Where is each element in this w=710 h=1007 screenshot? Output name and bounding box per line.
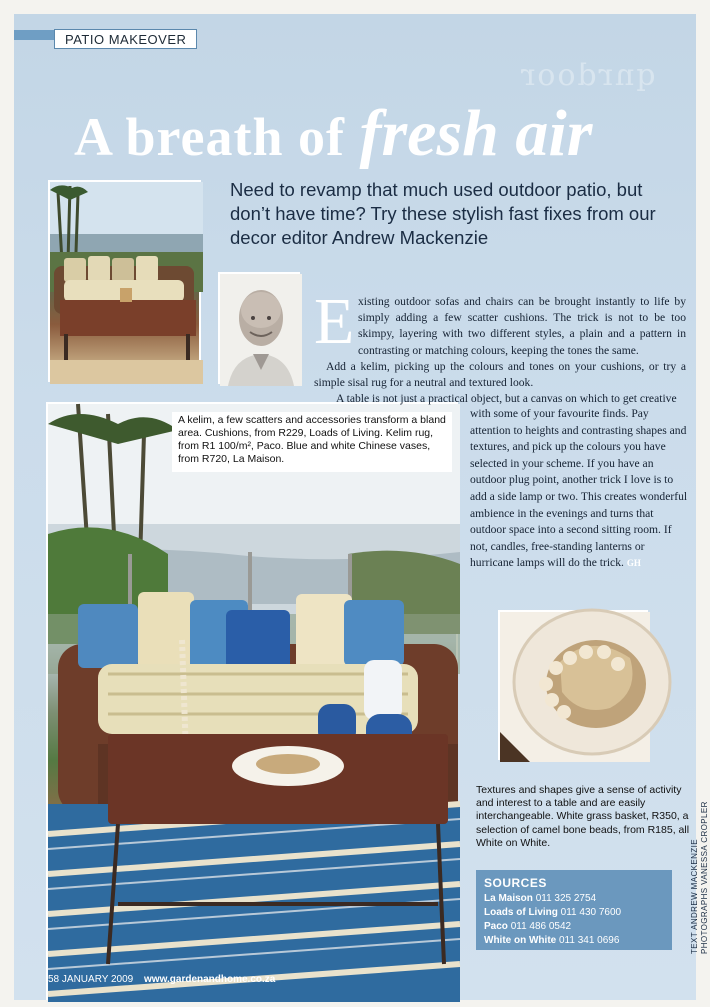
source-row	[484, 906, 664, 920]
source-phone: 011 430 7600	[560, 907, 622, 918]
body-paragraph-3-start: A table is not just a practical object, but a canvas on which to get creative	[336, 392, 677, 406]
source-phone: 011 325 2754	[535, 893, 597, 904]
author-portrait	[218, 272, 300, 384]
page-number: 58	[48, 974, 60, 985]
drop-cap: E	[314, 285, 355, 358]
section-tag: PATIO MAKEOVER	[54, 29, 197, 49]
body-paragraph-1: xisting outdoor sofas and chairs can be brought instantly to life by simply adding a few scatter cushions. The trick is not to be too skimpy, layering with two different styles, a plain and a pattern in contrasting or matching colours, keeping the tones the same.	[358, 295, 686, 357]
source-row	[484, 892, 664, 906]
text-credit: TEXT ANDREW MACKENZIE	[690, 839, 699, 954]
section-tag-bar	[14, 30, 54, 40]
end-mark: GH	[626, 558, 641, 569]
main-photo-caption: A kelim, a few scatters and accessories transform a bland area. Cushions, from R229, Loads of Living. Kelim rug, from R1 100/m², Paco. Blue and white Chinese vases, from R720, La Maison.	[172, 412, 452, 472]
patio-sofa-photo	[48, 180, 201, 382]
sources-heading: SOURCES	[484, 876, 547, 890]
basket-photo-caption: Textures and shapes give a sense of activity and interest to a table and are easily interchangeable. White grass basket, R350, a selection of camel bone beads, from R185, all White on White.	[476, 784, 690, 849]
page-footer	[48, 974, 275, 985]
body-paragraph-2: Add a kelim, picking up the colours and tones on your cushions, or try a simple sisal rug for a neutral and textured look.	[314, 359, 686, 390]
photo-credit: PHOTOGRAPHS VANESSA CROPLER	[700, 801, 709, 954]
source-name: White on White	[484, 935, 557, 946]
main-patio-illustration	[48, 404, 460, 1002]
source-name: Paco	[484, 921, 508, 932]
source-phone: 011 486 0542	[510, 921, 572, 932]
source-row	[484, 934, 664, 948]
website-link[interactable]: www.gardenandhome.co.za	[144, 974, 276, 985]
source-name: Loads of Living	[484, 907, 558, 918]
issue-date: JANUARY 2009	[61, 974, 134, 985]
basket-beads-photo	[498, 610, 648, 760]
source-phone: 011 341 0696	[559, 935, 620, 946]
magazine-page	[14, 14, 709, 1000]
patio-sofa-illustration	[50, 182, 203, 384]
watermark-text: qnrdoor	[519, 58, 656, 93]
author-face-illustration	[220, 274, 302, 386]
body-copy	[314, 285, 686, 407]
source-name: La Maison	[484, 893, 533, 904]
intro-paragraph: Need to revamp that much used outdoor patio, but don’t have time? Try these stylish fast fixes from our decor editor Andrew Mackenzie	[230, 179, 656, 248]
body-column-2	[470, 406, 688, 572]
sources-box	[476, 870, 672, 950]
credits	[690, 801, 710, 954]
headline	[74, 96, 694, 172]
headline-plain: A breath of	[74, 107, 360, 167]
headline-italic: fresh air	[359, 97, 593, 170]
basket-beads-illustration	[500, 612, 650, 762]
body-paragraph-3-rest: with some of your favourite finds. Pay attention to heights and contrasting shapes and textures, and pick up the colours you have selected in your scheme. If you have an outdoor plug point, another trick I love is to add a side lamp or two. This creates wonderful ambience in the evenings and turns that outdoor space into a second sitting room. If not, candles, free-standing lanterns or hurricane lamps will do the trick.	[470, 407, 688, 570]
source-row	[484, 920, 664, 934]
main-patio-photo	[46, 402, 458, 1000]
